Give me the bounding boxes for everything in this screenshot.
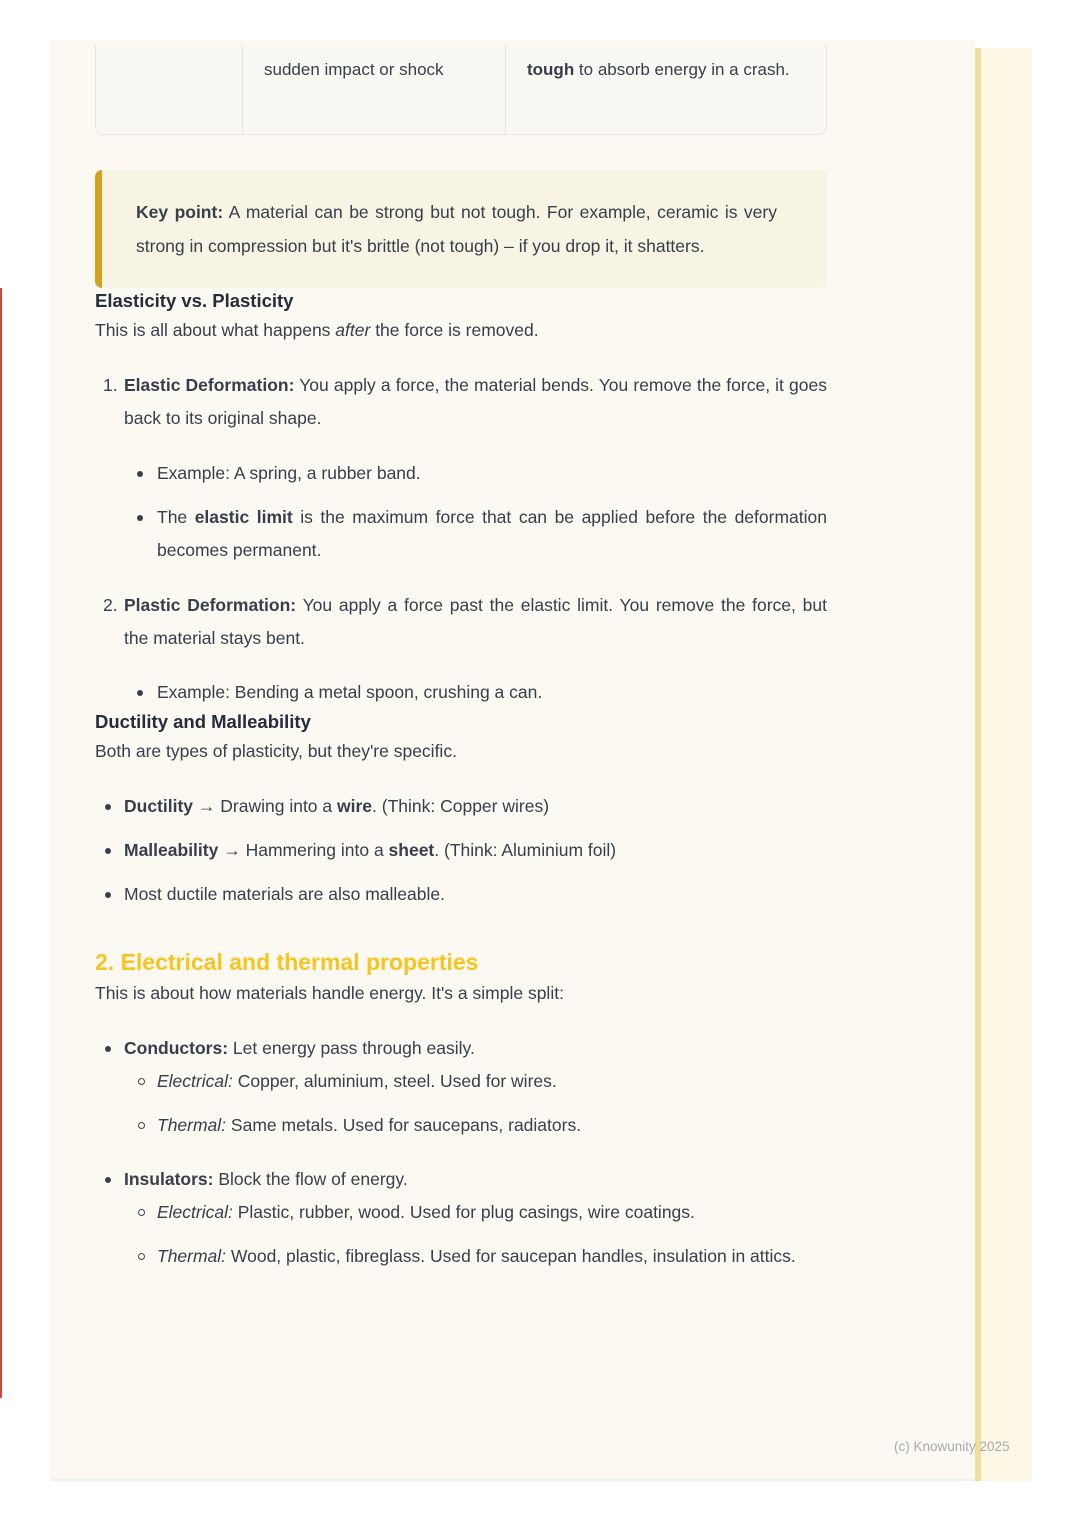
list-item: Example: Bending a metal spoon, crushing a can. bbox=[137, 676, 827, 709]
bullet-icon bbox=[95, 834, 124, 854]
left-edge-red-line bbox=[0, 288, 2, 1398]
circle-bullet-icon bbox=[137, 1240, 157, 1260]
heading-elasticity-vs-plasticity: Elasticity vs. Plasticity bbox=[95, 290, 294, 311]
list-item-elastic-deformation: 1. Elastic Deformation: You apply a force, the material bends. You remove the force, it goes back to its original shape. bbox=[95, 369, 827, 435]
list-item: Electrical: Copper, aluminium, steel. Used for wires. bbox=[137, 1065, 827, 1098]
list-item: Thermal: Same metals. Used for saucepans, radiators. bbox=[137, 1109, 827, 1142]
key-point-label: Key point: bbox=[136, 202, 224, 222]
list-item: Electrical: Plastic, rubber, wood. Used for plug casings, wire coatings. bbox=[137, 1196, 827, 1229]
list-item: Ductility → Drawing into a wire. (Think: Copper wires) bbox=[95, 790, 827, 823]
table-cell-impact: sudden impact or shock bbox=[243, 44, 506, 134]
bullet-icon bbox=[137, 457, 157, 477]
list-number: 2. bbox=[103, 595, 118, 615]
bullet-icon bbox=[137, 676, 157, 696]
knowunity-watermark: (c) Knowunity 2025 bbox=[894, 1439, 1010, 1454]
document-content bbox=[95, 40, 827, 1273]
right-yellow-panel bbox=[981, 48, 1032, 1481]
elasticity-intro: This is all about what happens after the force is removed. bbox=[95, 320, 539, 340]
list-item-plastic-deformation: 2. Plastic Deformation: You apply a force past the elastic limit. You remove the force, but the material stays bent. bbox=[95, 589, 827, 655]
insulators-sub-list bbox=[95, 1196, 827, 1273]
bullet-icon bbox=[95, 1163, 124, 1183]
list-item: Malleability → Hammering into a sheet. (Think: Aluminium foil) bbox=[95, 834, 827, 867]
heading-ductility-malleability: Ductility and Malleability bbox=[95, 711, 311, 732]
plastic-sub-list bbox=[95, 676, 827, 709]
elastic-sub-list bbox=[95, 457, 827, 567]
table-cell-empty bbox=[96, 44, 243, 134]
bullet-icon bbox=[95, 878, 124, 898]
ductility-list bbox=[95, 790, 827, 911]
electrical-list bbox=[95, 1032, 827, 1273]
list-number: 1. bbox=[103, 375, 118, 395]
bullet-icon bbox=[95, 1032, 124, 1052]
circle-bullet-icon bbox=[137, 1109, 157, 1129]
document-sheet bbox=[50, 40, 975, 1481]
heading-electrical-thermal: 2. Electrical and thermal properties bbox=[95, 949, 479, 975]
bullet-icon bbox=[137, 501, 157, 521]
ductility-intro: Both are types of plasticity, but they're specific. bbox=[95, 741, 457, 761]
list-item: Thermal: Wood, plastic, fibreglass. Used for saucepan handles, insulation in attics. bbox=[137, 1240, 827, 1273]
key-point-callout bbox=[95, 170, 827, 288]
circle-bullet-icon bbox=[137, 1196, 157, 1216]
key-point-text: A material can be strong but not tough. For example, ceramic is very strong in compression but it's brittle (not tough) – if you drop it, it shatters. bbox=[136, 202, 777, 256]
properties-table bbox=[95, 44, 827, 135]
table-cell-tough: tough to absorb energy in a crash. bbox=[527, 60, 790, 79]
conductors-sub-list bbox=[95, 1065, 827, 1142]
list-item: Most ductile materials are also malleable. bbox=[95, 878, 827, 911]
bullet-icon bbox=[95, 790, 124, 810]
electrical-intro: This is about how materials handle energy. It's a simple split: bbox=[95, 983, 564, 1003]
list-item-conductors: Conductors: Let energy pass through easily. bbox=[95, 1032, 827, 1065]
circle-bullet-icon bbox=[137, 1065, 157, 1085]
list-item: The elastic limit is the maximum force that can be applied before the deformation becomes permanent. bbox=[137, 501, 827, 567]
list-item: Example: A spring, a rubber band. bbox=[137, 457, 827, 490]
list-item-insulators: Insulators: Block the flow of energy. bbox=[95, 1163, 827, 1196]
